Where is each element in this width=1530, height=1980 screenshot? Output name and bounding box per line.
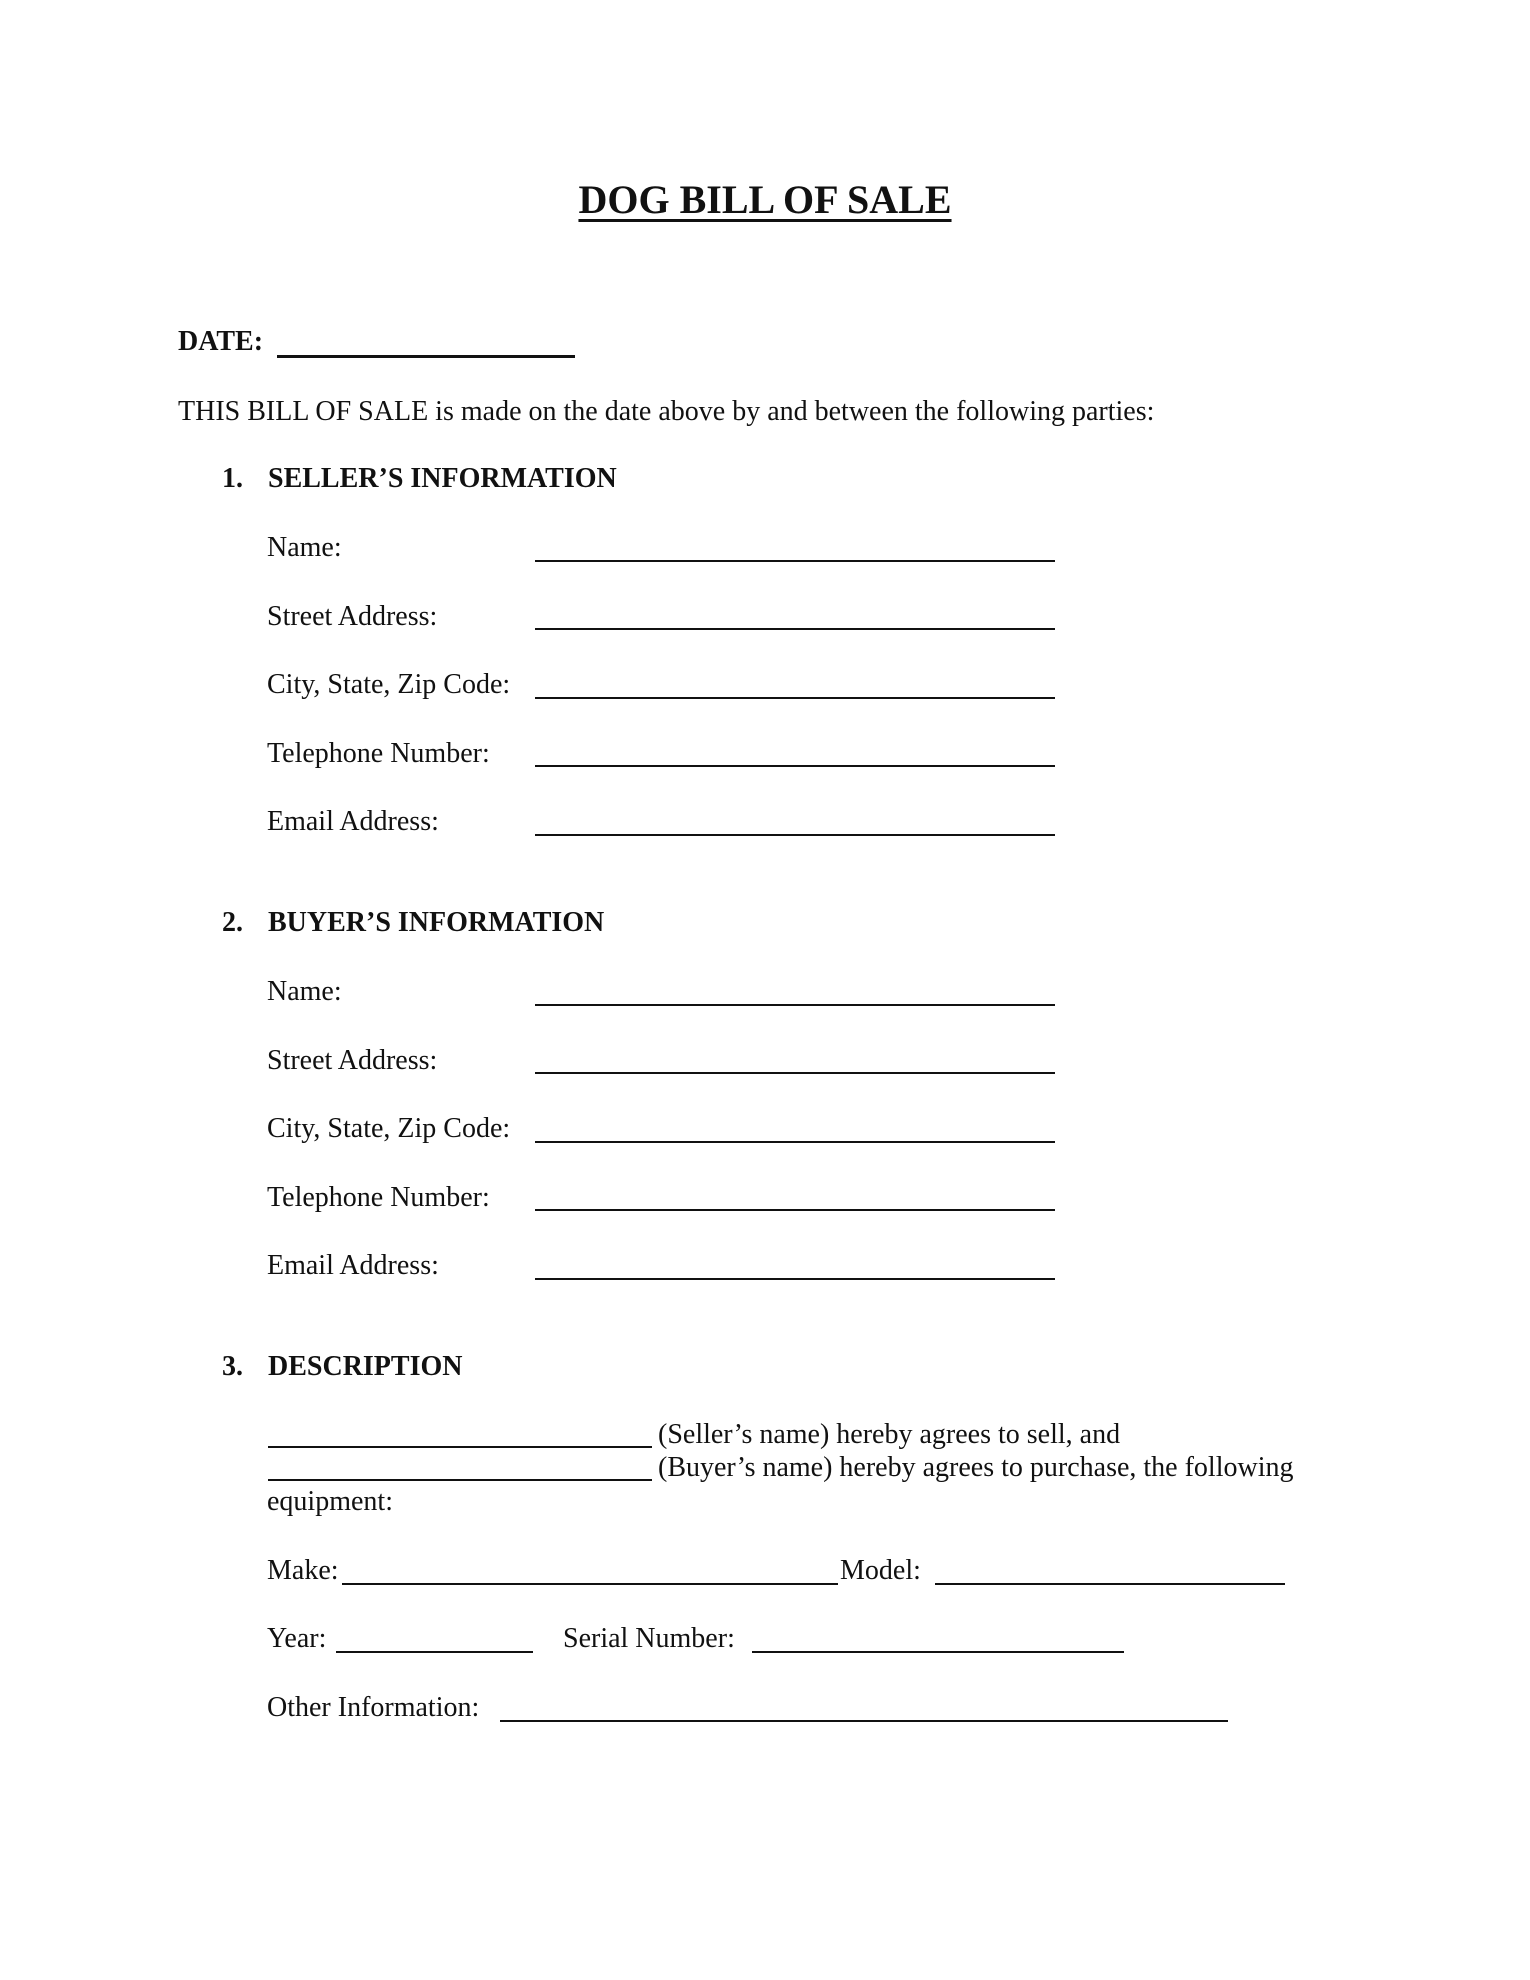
date-label: DATE: <box>178 326 264 357</box>
year-label: Year: <box>267 1623 327 1654</box>
seller-email-line[interactable] <box>535 834 1055 836</box>
seller-name-label: Name: <box>267 532 342 563</box>
model-line[interactable] <box>935 1583 1285 1585</box>
seller-phone-line[interactable] <box>535 765 1055 767</box>
seller-clause-text: (Seller’s name) hereby agrees to sell, and <box>658 1419 1121 1450</box>
buyer-section-heading: BUYER’S INFORMATION <box>268 907 605 938</box>
buyer-name-blank-line[interactable] <box>268 1479 652 1481</box>
buyer-phone-label: Telephone Number: <box>267 1182 490 1213</box>
serial-number-label: Serial Number: <box>563 1623 735 1654</box>
make-line[interactable] <box>342 1583 838 1585</box>
seller-city-line[interactable] <box>535 697 1055 699</box>
other-information-line[interactable] <box>500 1720 1228 1722</box>
buyer-phone-line[interactable] <box>535 1209 1055 1211</box>
document-title: DOG BILL OF SALE <box>578 177 952 222</box>
description-section-number: 3. <box>222 1351 243 1382</box>
buyer-name-label: Name: <box>267 976 342 1007</box>
seller-email-label: Email Address: <box>267 806 439 837</box>
buyer-city-label: City, State, Zip Code: <box>267 1113 511 1144</box>
buyer-street-label: Street Address: <box>267 1045 438 1076</box>
seller-street-line[interactable] <box>535 628 1055 630</box>
buyer-city-line[interactable] <box>535 1141 1055 1143</box>
seller-name-line[interactable] <box>535 560 1055 562</box>
seller-name-blank-line[interactable] <box>268 1446 652 1448</box>
model-label: Model: <box>840 1555 921 1586</box>
buyer-section-number: 2. <box>222 907 243 938</box>
serial-number-line[interactable] <box>752 1651 1124 1653</box>
make-label: Make: <box>267 1555 339 1586</box>
buyer-street-line[interactable] <box>535 1072 1055 1074</box>
seller-street-label: Street Address: <box>267 601 438 632</box>
intro-text: THIS BILL OF SALE is made on the date above by and between the following parties: <box>178 396 1155 427</box>
seller-phone-label: Telephone Number: <box>267 738 490 769</box>
buyer-email-label: Email Address: <box>267 1250 439 1281</box>
buyer-clause-text: (Buyer’s name) hereby agrees to purchase, the following <box>658 1452 1294 1483</box>
buyer-email-line[interactable] <box>535 1278 1055 1280</box>
other-information-label: Other Information: <box>267 1692 480 1723</box>
description-section-heading: DESCRIPTION <box>268 1351 463 1382</box>
date-field-line[interactable] <box>277 355 575 358</box>
equipment-text: equipment: <box>267 1486 393 1517</box>
seller-section-heading: SELLER’S INFORMATION <box>268 463 617 494</box>
buyer-name-line[interactable] <box>535 1004 1055 1006</box>
seller-city-label: City, State, Zip Code: <box>267 669 511 700</box>
seller-section-number: 1. <box>222 463 243 494</box>
year-line[interactable] <box>336 1651 533 1653</box>
